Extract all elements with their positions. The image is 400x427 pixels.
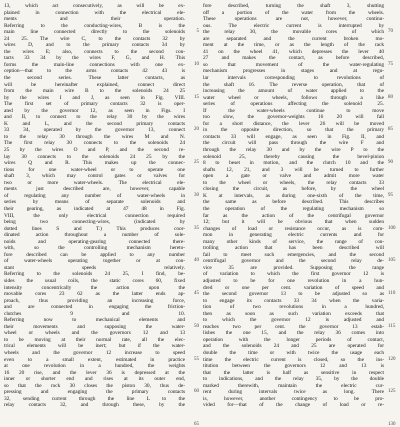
line-number: 20 [194, 127, 199, 133]
text-line: is, however, another contingency to be pro- [203, 395, 384, 402]
text-line: vided for—that of the change of load or re- [203, 402, 384, 409]
text-line: the relay 30, the movable cores of which [203, 29, 384, 36]
text-line: ments just described are, however, capable [4, 186, 185, 193]
text-line: ception—that to the arms contacts 42 43 is [4, 68, 185, 75]
text-line: by the wires I and J, as seen in Fig. VIII. [4, 94, 185, 101]
text-line: series by means of separate solenoids and [4, 199, 185, 206]
text-line: main line connected directly to the solenoids [4, 29, 185, 36]
text-line: even to a small extent, estimated in practice [4, 356, 185, 363]
text-line: marked therewith, maintain the electric cur- [203, 382, 384, 389]
line-number: 105 [388, 258, 396, 264]
text-line: of variation to which the first governor 12 is [203, 271, 384, 278]
text-line: so that the rock 30 closes the piston 30, thus de- [4, 382, 185, 389]
text-line: contacts 33 will engage, as seen in Fig. II, and [203, 133, 384, 140]
text-line: The first relay 30 connects to the solenoids 24 [4, 140, 185, 147]
text-line: 25 by the wires O and P, and the second re- [4, 147, 185, 154]
text-line: the second governor 13 to be adjusted so as [203, 291, 384, 298]
line-number: 45 [194, 291, 199, 297]
text-line: and the solenoids 24 and 25 are operated for [203, 343, 384, 350]
text-line: fore described can be applied to any number [4, 251, 185, 258]
text-line: dred or one per cent. variation of speed and [203, 284, 384, 291]
line-number: 125 [388, 389, 396, 395]
text-line: VIII, the only electrical connection required [4, 212, 185, 219]
line-number: 55 [194, 356, 199, 362]
text-line: forms the main-line connections with one ex- [4, 61, 185, 68]
text-line: that the latter is half as sensitive in respect [203, 369, 384, 376]
text-line: open a gate or valve and admit more water [203, 173, 384, 180]
line-number: 120 [388, 356, 396, 362]
text-line: 12; but it will be obvious that when sudden [203, 219, 384, 226]
text-line: to the wheel or wheels, the relay contacts 33 [203, 179, 384, 186]
text-line: tion of two revolutions in a hundred, [203, 304, 384, 311]
text-line: at one revolution in a hundred, the weights [4, 363, 185, 370]
text-line: tions for one water-wheel or to operate one [4, 166, 185, 173]
text-line: clutches 9 and 10. [4, 310, 185, 317]
text-line: lay 30 connects to the solenoids 24 25 by the [4, 153, 185, 160]
text-line: titution between the governors 12 and 13 is [203, 363, 384, 370]
text-line: The first set of primary contacts 32 is oper- [4, 101, 185, 108]
text-line: 16 20 rise, and the lever 36 is depressed at the [4, 369, 185, 376]
text-line: fail to meet such emergencies, and the second [203, 251, 384, 258]
text-line: rent during intervals twice as long. There [203, 389, 384, 396]
text-line: closing the circuit, as before, by the wheel [203, 186, 384, 193]
text-line: tacts 33 34 by the wires F, G, and H. This [4, 55, 185, 62]
line-number: 90 [388, 160, 393, 166]
line-number: 110 [388, 291, 396, 297]
text-line: fore described, turning the shaft 3, shutting [203, 3, 384, 9]
text-line: shafts 12, 21, and 3 will be turned to further [203, 166, 384, 173]
text-line: wires Q and R. This makes up the connec- [4, 160, 185, 167]
line-number: 100 [388, 225, 396, 231]
line-number: 130 [388, 422, 396, 427]
text-line: to indications, and the relay 35, by the double [203, 376, 384, 383]
line-number: 15 [194, 94, 199, 100]
text-line: operation with the longer periods of contact, [203, 336, 384, 343]
text-line: two or more water-wheels. The electrical ele- [4, 179, 185, 186]
text-line: of regulating any number of water-wheels in [4, 192, 185, 199]
text-line: pressing and engaging the primary contacts [4, 389, 185, 396]
text-line: Referring to the solenoids 24 25, I find, be- [4, 271, 185, 278]
text-line: increasing the amount of water applied to the [203, 88, 384, 95]
text-line: 8 to beset in motion, and the clutch 10 and the [203, 160, 384, 167]
text-line: ated by the governor 12, as seen in Figs. I [4, 107, 185, 114]
text-line: wheel or wheels and the governors 12 and 13 [4, 330, 185, 337]
line-number: 50 [194, 323, 199, 329]
text-line: water wheel or wheels, follows through a like [203, 94, 384, 101]
text-line: so that movement of the water-regulating [203, 61, 384, 68]
text-line: Referring to the conducting-wires, B is the [4, 22, 185, 29]
text-line: the circuit will pass through the wire F and [203, 140, 384, 147]
text-line: plained in connection with the electrical ele- [4, 9, 185, 16]
text-line: solenoid 25, thereby causing the bevel-pinion [203, 153, 384, 160]
text-line: 41 on the wheel 41, which depresses the lever 40 [203, 48, 384, 55]
text-line: to be moving at their normal rate, all the elec- [4, 336, 185, 343]
line-number: 5 [196, 29, 199, 35]
line-number: 25 [194, 160, 199, 166]
text-line: 24 25. The wire C, to the contacts 32 by [4, 35, 185, 42]
text-line: wires D, and to the primary contacts 34 by [4, 42, 185, 49]
text-line: the same as before described. This describes [203, 199, 384, 206]
text-line: being two connecting-wires, (indicated by [4, 219, 185, 226]
text-line: K at intervals, as during one-sixth of the time, [203, 192, 384, 199]
text-line: in the opposite direction, so that the primary [203, 127, 384, 134]
line-number: 75 [388, 61, 393, 67]
left-line-number-gutter [189, 3, 199, 427]
text-line: mechanism progresses in stages and at regu- [203, 68, 384, 75]
text-line: the shaft 16. The reverse operation, that of [203, 81, 384, 88]
text-line: adjusted to be for one revolution in a hun- [203, 277, 384, 284]
text-line: the wires E; also, connects to the second con- [4, 48, 185, 55]
text-line: reaches two per cent. the governor 13 estab- [203, 323, 384, 330]
text-line: inner or shorter end and rises at its outer end, [4, 376, 185, 383]
text-line: ments and their operation. [4, 16, 185, 23]
text-line: centrifugal governor and the second relay de- [203, 258, 384, 265]
text-line: the second series. These latter contacts, as [4, 75, 185, 82]
text-line: many other kinds of service, the range of con- [203, 238, 384, 245]
text-line: and II, to connect to the relay 30 by the wires [4, 114, 185, 121]
text-line: of water-wheels operating together or at con- [4, 258, 185, 265]
left-text-column [4, 3, 185, 409]
text-line: lar intervals corresponding to revolutions of [203, 75, 384, 82]
text-line: then as soon as such variation exceeds that [203, 310, 384, 317]
text-line: dotted lines S and T.) This produces coor- [4, 225, 185, 232]
text-line: to which the governor 12 is adjusted and [203, 317, 384, 324]
line-number: 10 [194, 61, 199, 67]
line-number: 95 [388, 192, 393, 198]
line-number: 115 [388, 323, 396, 329]
text-line: far as the action of the centrifugal governor [203, 212, 384, 219]
text-line: series of operations affecting the solenoid 25. [203, 101, 384, 108]
text-line: time the electric current is closed, so the ins- [203, 356, 384, 363]
text-line: K and L, and the second primary contacts [4, 120, 185, 127]
text-line: with, so the controlling mechanism hereto- [4, 245, 185, 252]
line-number: 40 [194, 258, 199, 264]
text-line: changes of load or resistance occur, as is com- [203, 225, 384, 232]
text-line: trolling action that has been described will [203, 245, 384, 252]
text-line: double the time or with twice the usage each [203, 349, 384, 356]
text-line: to the relay 30 through the wires M and N. [4, 133, 185, 140]
text-line: movable cores 23 62 as the latter ends ap- [4, 291, 185, 298]
text-line: shaft 3, which may control gates or valves for [4, 173, 185, 180]
line-number: 70 [388, 29, 393, 35]
text-line: intensity concentrically the action upon the [4, 284, 185, 291]
text-line: 32, sending current through the line L to the [4, 395, 185, 402]
text-line: too slow, the governor-weights 16 20 will fall [203, 114, 384, 121]
text-line: from the main wire B to the solenoids 24 25 [4, 88, 185, 95]
line-number: 80 [388, 94, 393, 100]
text-line: sides the usual coils, the static cores 60, fixed [4, 277, 185, 284]
text-line: proach, thus providing an increasing force, [4, 297, 185, 304]
text-line: stant speeds relatively. [4, 264, 185, 271]
text-line: will be hereinafter explained, connect direct [4, 81, 185, 88]
text-line: and are connected in engaging the friction- [4, 304, 185, 311]
text-line: ous. The electric current is interrupted by [203, 22, 384, 29]
text-line: their gearing, as indicated at 47 48 in Fig. [4, 205, 185, 212]
text-line: noids and operating-gearing connected there- [4, 238, 185, 245]
text-line: are separated and the current broken mo- [203, 35, 384, 42]
text-line: relay contacts 32, and through these, by the [4, 402, 185, 409]
line-number: 30 [194, 192, 199, 198]
text-line: vice 35 are provided. Supposing the range [203, 264, 384, 271]
right-text-column [203, 3, 384, 409]
text-line: through the relay 30 and by the wire P to the [203, 147, 384, 154]
text-line: to engage its contacts 33 34 when the varia- [203, 297, 384, 304]
text-line: 33 34, operated by the governor 13, connect [4, 127, 185, 134]
text-line: lishes the one 15, and the relay 36 comes into [203, 330, 384, 337]
line-number: 85 [388, 127, 393, 133]
text-line: for a short distance, the lever 26 will be moved [203, 120, 384, 127]
text-line: Referring now to mechanical elements and [4, 317, 185, 324]
line-number: 60 [194, 389, 199, 395]
text-line: If the water-wheels continue to move [203, 107, 384, 114]
text-line: These operations are not, however, continu- [203, 16, 384, 23]
text-line: mon in generating electric currents and for [203, 232, 384, 239]
right-line-number-gutter [388, 3, 396, 427]
line-number: 65 [194, 422, 199, 427]
text-line: 27 and makes the contact, as before described, [203, 55, 384, 62]
text-line: off a portion of the water from the wheels. [203, 9, 384, 16]
text-line: wheels and the governor 12 increase to speed [4, 349, 185, 356]
text-line: ment at the time, or as the length of the rack [203, 42, 384, 49]
text-line: the operation of the regulating mechanism so [203, 205, 384, 212]
text-line: trical elements will be inert; but if the water- [4, 343, 185, 350]
line-number: 35 [194, 225, 199, 231]
text-line: dinated action throughout a number of sole- [4, 232, 185, 239]
text-line: their movements and supposing the water- [4, 323, 185, 330]
text-line: 13, which act consecutively, as will be ex- [4, 3, 185, 9]
